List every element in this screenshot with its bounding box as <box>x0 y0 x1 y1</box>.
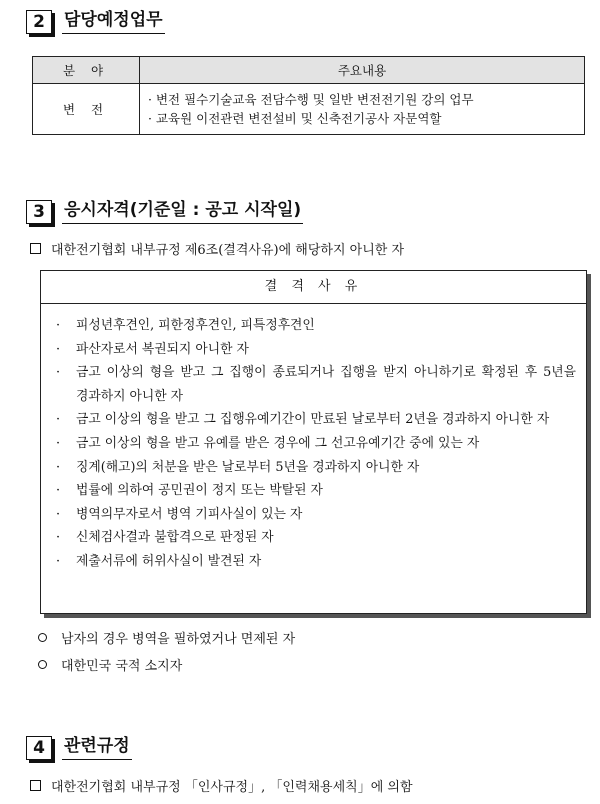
table-header-field: 분 야 <box>33 57 140 84</box>
disqualification-title: 결 격 사 유 <box>41 271 586 304</box>
section-number-4: 4 <box>26 736 52 760</box>
table-cell-duties <box>140 84 585 135</box>
qualification-intro: 대한전기협회 내부규정 제6조(결격사유)에 해당하지 아니한 자 <box>30 239 404 258</box>
table-header-content: 주요내용 <box>140 57 585 84</box>
section-number-3: 3 <box>26 200 52 224</box>
table-cell-field: 변 전 <box>33 84 140 135</box>
section-2-title: 담당예정업무 <box>62 10 165 34</box>
disqualification-box <box>40 270 587 614</box>
square-bullet-icon <box>30 243 41 254</box>
section-2-heading <box>26 10 165 34</box>
extra-qualification-2: 대한민국 국적 소지자 <box>38 655 182 674</box>
section-4-title: 관련규정 <box>62 736 132 760</box>
list-item: · 금고 이상의 형을 받고 유예를 받은 경우에 그 선고유예기간 중에 있는 자 <box>56 435 480 451</box>
extra-qualification-1: 남자의 경우 병역을 필하였거나 면제된 자 <box>38 628 295 647</box>
duty-table <box>32 56 585 135</box>
section-number-2: 2 <box>26 10 52 34</box>
list-item: · 금고 이상의 형을 받고 그 집행이 종료되거나 집행을 받지 아니하기로 확정된 후 5년을 경과하지 아니한 자 <box>56 365 576 404</box>
list-item: · 파산자로서 복권되지 아니한 자 <box>56 341 249 357</box>
section-3-title: 응시자격(기준일 : 공고 시작일) <box>62 200 303 224</box>
list-item: · 금고 이상의 형을 받고 그 집행유예기간이 만료된 날로부터 2년을 경과하지 아니한 자 <box>56 412 550 428</box>
square-bullet-icon <box>30 780 41 791</box>
disqualification-list <box>41 304 586 574</box>
circle-bullet-icon <box>38 660 47 669</box>
list-item: · 신체검사결과 불합격으로 판정된 자 <box>56 530 274 546</box>
duty-item: · 교육원 이전관련 변전설비 및 신축전기공사 자문역할 <box>148 111 442 126</box>
list-item: · 피성년후견인, 피한정후견인, 피특정후견인 <box>56 318 315 333</box>
regulation-text: 대한전기협회 내부규정 「인사규정」, 「인력채용세칙」에 의함 <box>30 776 413 795</box>
circle-bullet-icon <box>38 633 47 642</box>
section-3-heading <box>26 200 303 224</box>
list-item: · 제출서류에 허위사실이 발견된 자 <box>56 553 262 569</box>
list-item: · 징계(해고)의 처분을 받은 날로부터 5년을 경과하지 아니한 자 <box>56 459 420 475</box>
list-item: · 법률에 의하여 공민권이 정지 또는 박탈된 자 <box>56 483 323 499</box>
section-4-heading <box>26 736 132 760</box>
duty-item: · 변전 필수기술교육 전담수행 및 일반 변전전기원 강의 업무 <box>148 92 474 107</box>
list-item: · 병역의무자로서 병역 기피사실이 있는 자 <box>56 506 303 522</box>
